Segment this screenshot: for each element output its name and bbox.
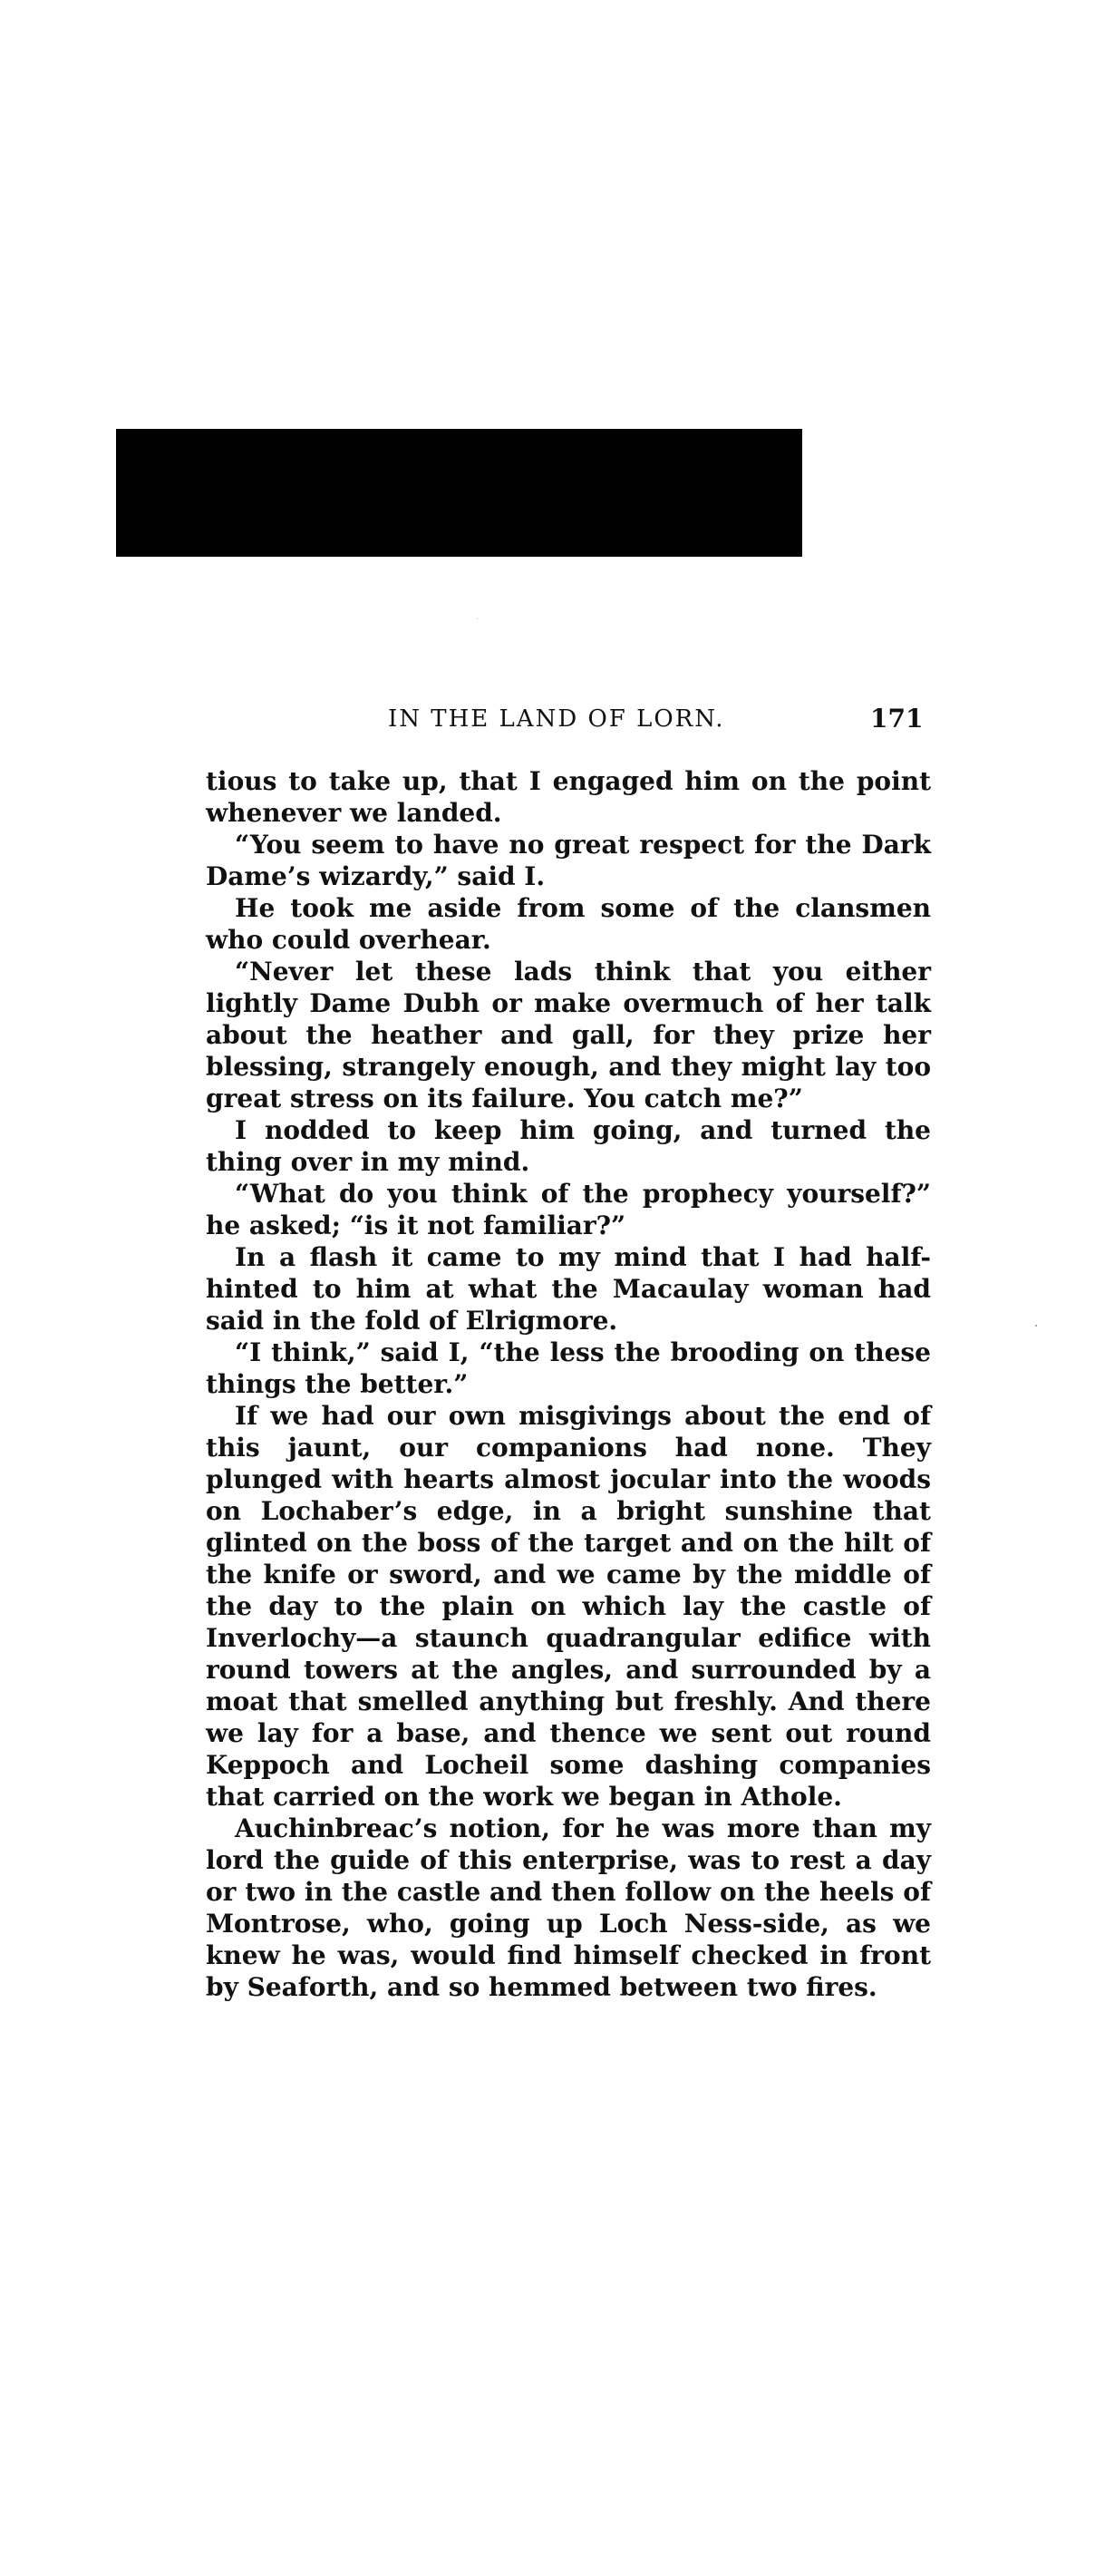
paragraph: “You seem to have no great respect for the Dark Dame’s wizardy,” said I.	[206, 830, 931, 891]
paragraph: “Never let these lads think that you either lightly Dame Dubh or make overmuch of her talk about the heather and gall, for they prize her blessing, strangely enough, and they might lay too great stress on its failure. You catch me?”	[206, 957, 931, 1113]
paragraph: tious to take up, that I engaged him on the point whenever we landed.	[206, 766, 931, 828]
running-title: IN THE LAND OF LORN.	[388, 705, 725, 733]
redaction-block	[116, 429, 802, 557]
text-body	[206, 765, 931, 2003]
scan-speck	[477, 618, 478, 619]
paragraph: “I think,” said I, “the less the brooding on these things the better.”	[206, 1337, 931, 1399]
paragraph: “What do you think of the prophecy yourself?” he asked; “is it not familiar?”	[206, 1179, 931, 1240]
paragraph: He took me aside from some of the clansmen who could overhear.	[206, 893, 931, 955]
paragraph: If we had our own misgivings about the end of this jaunt, our companions had none. They plunged with hearts almost jocular into the woods on Lochaber’s edge, in a bright sunshine that glinted on the boss of the target and on the hilt of the knife or sword, and we came by the middle of the day to the plain on which lay the castle of Inverlochy—a staunch quadrangular edifice with round towers at the angles, and surrounded by a moat that smelled anything but freshly. And there we lay for a base, and thence we sent out round Keppoch and Locheil some dashing companies that carried on the work we began in Athole.	[206, 1401, 931, 1812]
scan-speck	[1035, 1325, 1037, 1327]
paragraph: In a flash it came to my mind that I had half-hinted to him at what the Macaulay woman had said in the fold of Elrigmore.	[206, 1242, 931, 1336]
page-number: 171	[870, 704, 924, 734]
paragraph: Auchinbreac’s notion, for he was more than my lord the guide of this enterprise, was to rest a day or two in the castle and then follow on the heels of Montrose, who, going up Loch Ness-side, as we knew he was, would find himself checked in front by Seaforth, and so hemmed between two fires.	[206, 1813, 931, 2002]
paragraph: I nodded to keep him going, and turned the thing over in my mind.	[206, 1115, 931, 1177]
running-head	[207, 705, 932, 742]
